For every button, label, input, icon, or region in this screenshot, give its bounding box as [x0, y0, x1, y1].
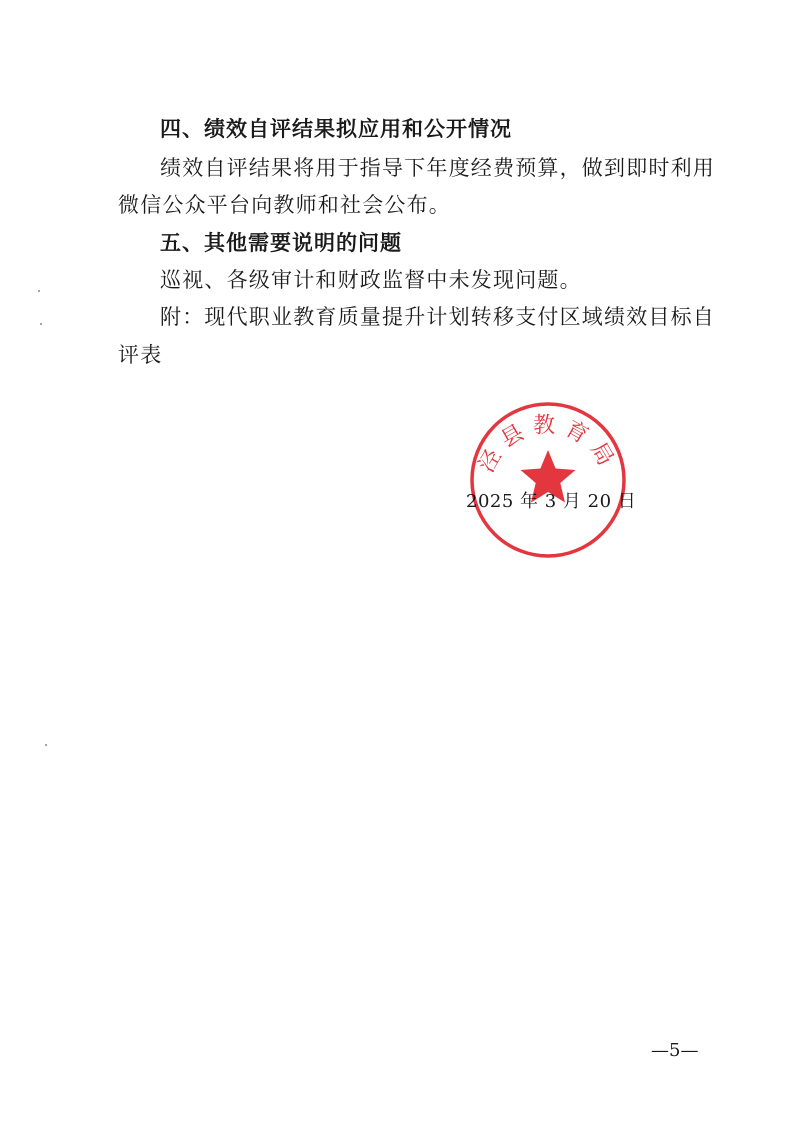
- section-5-heading: 五、其他需要说明的问题: [160, 231, 402, 255]
- section-4-paragraph-line-2: 微信公众平台向教师和社会公布。: [118, 193, 451, 217]
- scan-speck: [38, 290, 40, 292]
- official-seal: [466, 398, 630, 562]
- attachment-line-2: 评表: [118, 343, 163, 367]
- signature-date: 2025 年 3 月 20 日: [466, 491, 637, 512]
- section-4-paragraph-line-1: 绩效自评结果将用于指导下年度经费预算，做到即时利用: [160, 156, 715, 180]
- scan-speck: [40, 323, 42, 325]
- scan-speck: [45, 744, 47, 746]
- section-4-heading: 四、绩效自评结果拟应用和公开情况: [160, 117, 512, 141]
- page-number: —5—: [651, 1040, 699, 1061]
- attachment-line-1: 附：现代职业教育质量提升计划转移支付区域绩效目标自: [160, 305, 715, 329]
- section-5-paragraph: 巡视、各级审计和财政监督中未发现问题。: [160, 268, 582, 292]
- seal-star-icon: [521, 450, 576, 503]
- seal-text: 泾县教育局: [474, 413, 622, 478]
